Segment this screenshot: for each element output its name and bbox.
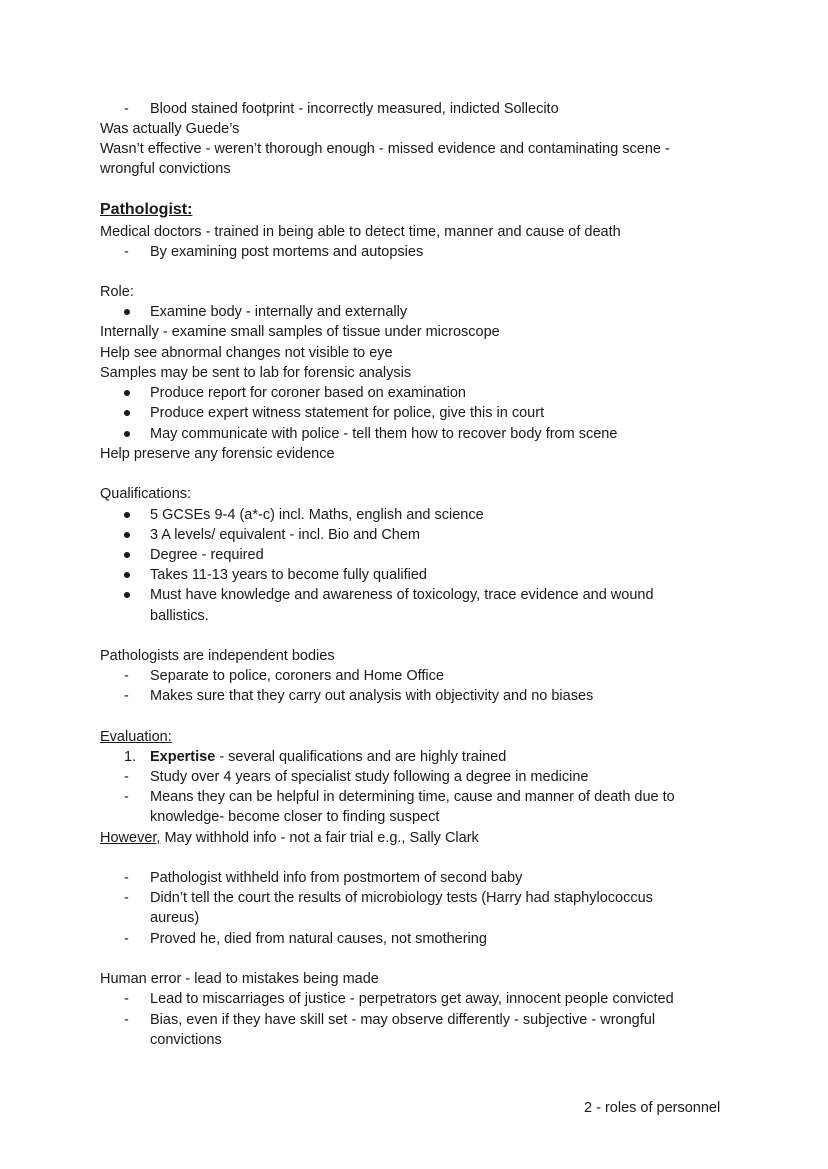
role-line-4: Help preserve any forensic evidence (100, 446, 335, 462)
dash-marker: - (124, 101, 129, 117)
qualification-item: Degree - required (150, 547, 264, 563)
intro-line-2a: Wasn’t effective - weren’t thorough enough - missed evidence and contaminating scene - (100, 141, 670, 157)
qualification-item: Must have knowledge and awareness of toxicology, trace evidence and wound (150, 587, 654, 603)
dash-marker: - (124, 244, 129, 260)
page-footer: 2 - roles of personnel (584, 1100, 721, 1116)
role-bullet-2: Produce report for coroner based on examination (150, 385, 466, 401)
evaluation-dash-4b: aureus) (150, 910, 200, 926)
qualification-item-continuation: ballistics. (150, 608, 209, 624)
bullet-marker (124, 431, 130, 437)
role-line-3: Samples may be sent to lab for forensic analysis (100, 365, 412, 381)
bullet-marker (124, 309, 130, 315)
qualification-item: Takes 11-13 years to become fully qualified (150, 567, 427, 583)
independence-line: Pathologists are independent bodies (100, 648, 335, 664)
evaluation-dash-2a: Means they can be helpful in determining time, cause and manner of death due to (150, 789, 675, 805)
role-line-2: Help see abnormal changes not visible to eye (100, 345, 393, 361)
independence-dash-2: Makes sure that they carry out analysis with objectivity and no biases (150, 688, 594, 704)
evaluation-dash-5: Proved he, died from natural causes, not smothering (150, 931, 487, 947)
dash-marker: - (124, 890, 129, 906)
evaluation-dash-6: Lead to miscarriages of justice - perpetrators get away, innocent people convicted (150, 991, 674, 1007)
role-bullet-3: Produce expert witness statement for police, give this in court (150, 405, 545, 421)
evaluation-dash-1: Study over 4 years of specialist study following a degree in medicine (150, 769, 589, 785)
evaluation-label: Evaluation: (100, 729, 172, 745)
however-underlined: However, (100, 830, 161, 846)
bullet-marker (124, 390, 130, 396)
section-heading-pathologist: Pathologist: (100, 201, 193, 218)
bullet-marker (124, 532, 130, 538)
intro-line-2b: wrongful convictions (100, 161, 231, 177)
dash-marker: - (124, 789, 129, 805)
however-rest: May withhold info - not a fair trial e.g., Sally Clark (160, 830, 479, 846)
bullet-marker (124, 592, 130, 598)
dash-marker: - (124, 688, 129, 704)
role-line-1: Internally - examine small samples of tissue under microscope (100, 324, 500, 340)
bullet-marker (124, 512, 130, 518)
qualifications-label: Qualifications: (100, 486, 192, 502)
independence-dash-1: Separate to police, coroners and Home Office (150, 668, 444, 684)
evaluation-dash-7b: convictions (150, 1032, 222, 1048)
bullet-marker (124, 410, 130, 416)
evaluation-dash-2b: knowledge- become closer to finding suspect (150, 809, 440, 825)
role-label: Role: (100, 284, 134, 300)
role-bullet-4: May communicate with police - tell them how to recover body from scene (150, 426, 618, 442)
qualification-item: 5 GCSEs 9-4 (a*-c) incl. Maths, english and science (150, 507, 484, 523)
dash-marker: - (124, 668, 129, 684)
evaluation-point-1-bold: Expertise (150, 749, 216, 765)
dash-marker: - (124, 931, 129, 947)
dash-marker: - (124, 769, 129, 785)
evaluation-however (100, 828, 479, 848)
pathologist-dash-1: By examining post mortems and autopsies (150, 244, 424, 260)
list-number: 1. (124, 749, 137, 765)
evaluation-dash-4a: Didn’t tell the court the results of microbiology tests (Harry had staphylococcus (150, 890, 653, 906)
intro-dash-1: Blood stained footprint - incorrectly measured, indicted Sollecito (150, 101, 559, 117)
evaluation-dash-7a: Bias, even if they have skill set - may observe differently - subjective - wrongful (150, 1012, 656, 1028)
evaluation-point-1-rest: - several qualifications and are highly trained (215, 749, 507, 765)
dash-marker: - (124, 870, 129, 886)
evaluation-point-1 (150, 747, 506, 767)
bullet-marker (124, 552, 130, 558)
role-bullet-1: Examine body - internally and externally (150, 304, 408, 320)
evaluation-dash-3: Pathologist withheld info from postmortem of second baby (150, 870, 523, 886)
bullet-marker (124, 572, 130, 578)
dash-marker: - (124, 1012, 129, 1028)
intro-line-1: Was actually Guede’s (100, 121, 240, 137)
qualification-item: 3 A levels/ equivalent - incl. Bio and Chem (150, 527, 421, 543)
human-error-line: Human error - lead to mistakes being made (100, 971, 379, 987)
dash-marker: - (124, 991, 129, 1007)
pathologist-definition: Medical doctors - trained in being able to detect time, manner and cause of death (100, 224, 621, 240)
